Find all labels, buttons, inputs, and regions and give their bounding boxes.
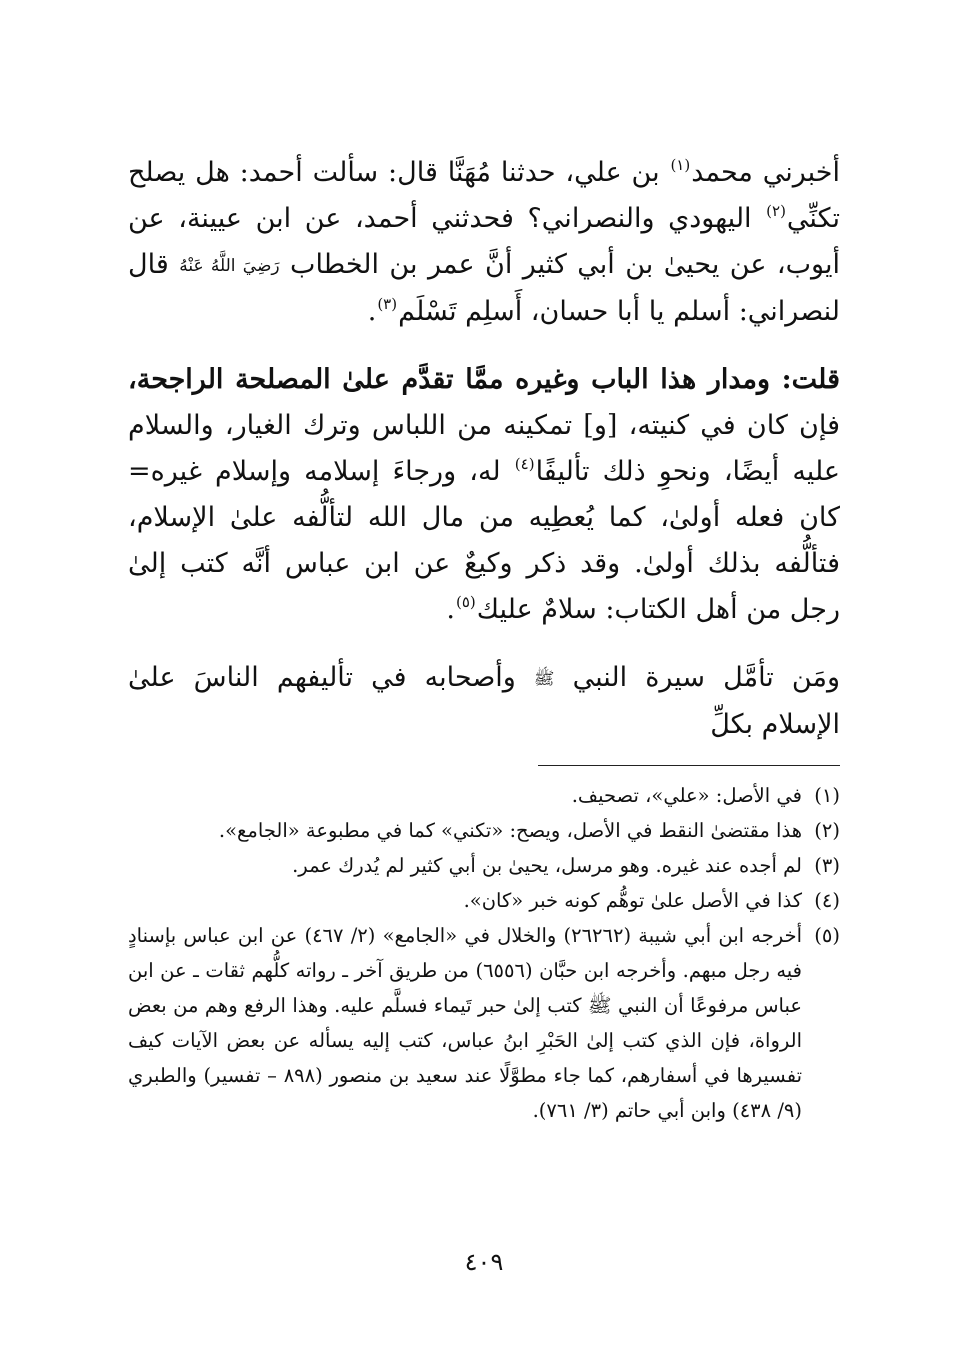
footnote-number: (٤) xyxy=(814,889,840,912)
paragraph-3-part-1: ومَن تأمَّل سيرة النبي xyxy=(554,662,840,693)
footnote-ref-3: (٣) xyxy=(377,295,398,313)
paragraph-1-part-4: قال لنصراني: أسلم يا أبا حسان، أَسلِم تَسْلَم xyxy=(128,249,840,327)
footnote-number: (٥) xyxy=(814,924,840,947)
paragraph-1-part-5: . xyxy=(367,296,377,327)
footnote-3 xyxy=(128,848,840,883)
footnote-text: كذا في الأصل علىٰ توهُّم كونه خبر «كان». xyxy=(463,889,802,912)
footnote-text: لم أجده عند غيره. وهو مرسل، يحيىٰ بن أبي كثير لم يُدرك عمر. xyxy=(292,854,802,877)
footnote-text: أخرجه ابن أبي شيبة (٢٦٢٦٢) والخلال في «الجامع» (٢/ ٤٦٧) عن ابن عباس بإسنادٍ فيه رجل مبهم. وأخرجه ابن حبَّان (٦٥٥٦) من طريق آخر ـ رواته كلُّهم ثقات ـ عن ابن عباس مرفوعًا أن النبي ﷺ كتب إلىٰ حبر تَيماء فسلَّم عليه. وهذا الرفع وهم من بعض الرواة، فإن الذي كتب إلىٰ الحَبْرِ ابنُ عباس، كتب إليه يسأله عن بعض الآيات كيف تفسيرها في أسفارهم، كما جاء مطوَّلًا عند سعيد بن منصور (٨٩٨ – تفسير) والطبري (٩/ ٤٣٨) وابن أبي حاتم (٣/ ٧٦١). xyxy=(128,924,802,1122)
paragraph-1-part-3: اليهودي والنصراني؟ فحدثني أحمد، عن ابن عيينة، عن أيوب، عن يحيىٰ بن أبي كثير أنَّ عمر بن الخطاب xyxy=(128,203,841,280)
paragraph-2-part-2: فإن كان في كنيته، [و] تمكينه من اللباس وترك الغيار، والسلام عليه أيضًا، ونحوِ ذلك تأليفًا xyxy=(128,410,840,487)
paragraph-2-part-3: له، ورجاءَ إسلامه وإسلام غيره= كان فعله أولىٰ، كما يُعطِيه من مال الله لتألُّفه علىٰ الإسلام، فتألُّفه بذلك أولىٰ. وقد ذكر وكيعٌ عن ابن عباس أنَّه كتب إلىٰ رجل من أهل الكتاب: سلامٌ عليك xyxy=(128,456,840,625)
footnote-2 xyxy=(128,813,840,848)
footnote-number: (٣) xyxy=(814,854,840,877)
footnotes-list xyxy=(128,778,840,1128)
footnote-1 xyxy=(128,778,840,813)
paragraph-3 xyxy=(128,655,840,748)
footnote-ref-5: (٥) xyxy=(455,593,476,611)
book-page xyxy=(128,150,840,1330)
paragraph-2 xyxy=(128,357,840,633)
footnote-separator-rule xyxy=(538,765,840,766)
honorific-radiyallahu-anhu: رَضِيَ اللَّهُ عَنْهُ xyxy=(179,256,280,276)
paragraph-2-part-4: . xyxy=(446,594,455,625)
footnote-ref-1: (١) xyxy=(670,156,691,174)
page-number: ٤٠٩ xyxy=(464,1248,504,1276)
paragraph-1-part-1: أخبرني محمد xyxy=(691,157,840,188)
paragraph-1 xyxy=(128,150,840,335)
paragraph-2-bold-lead: قلت: ومدار هذا الباب وغيره ممَّا تقدَّم علىٰ المصلحة الراجحة، xyxy=(128,364,840,395)
footnote-number: (١) xyxy=(814,784,840,807)
footnote-ref-4: (٤) xyxy=(514,455,535,473)
footnote-text: في الأصل: «علي»، تصحيف. xyxy=(571,784,802,807)
footnote-number: (٢) xyxy=(814,819,840,842)
footnote-text: هذا مقتضىٰ النقط في الأصل، ويصح: «تكني» كما في مطبوعة «الجامع». xyxy=(218,819,802,842)
footnote-5 xyxy=(128,918,840,1128)
honorific-salallahu-alayhi-wasallam: ﷺ xyxy=(533,669,555,689)
main-text xyxy=(128,150,840,748)
footnote-ref-2: (٢) xyxy=(766,202,786,220)
paragraph-1-part-2: بن علي، حدثنا مُهَنَّا قال: سألت أحمد: هل يصلح تكنِّي xyxy=(128,157,840,234)
footnote-4 xyxy=(128,883,840,918)
paragraph-3-part-2: وأصحابه في تأليفهم الناسَ علىٰ الإسلام بكلِّ xyxy=(128,662,840,740)
